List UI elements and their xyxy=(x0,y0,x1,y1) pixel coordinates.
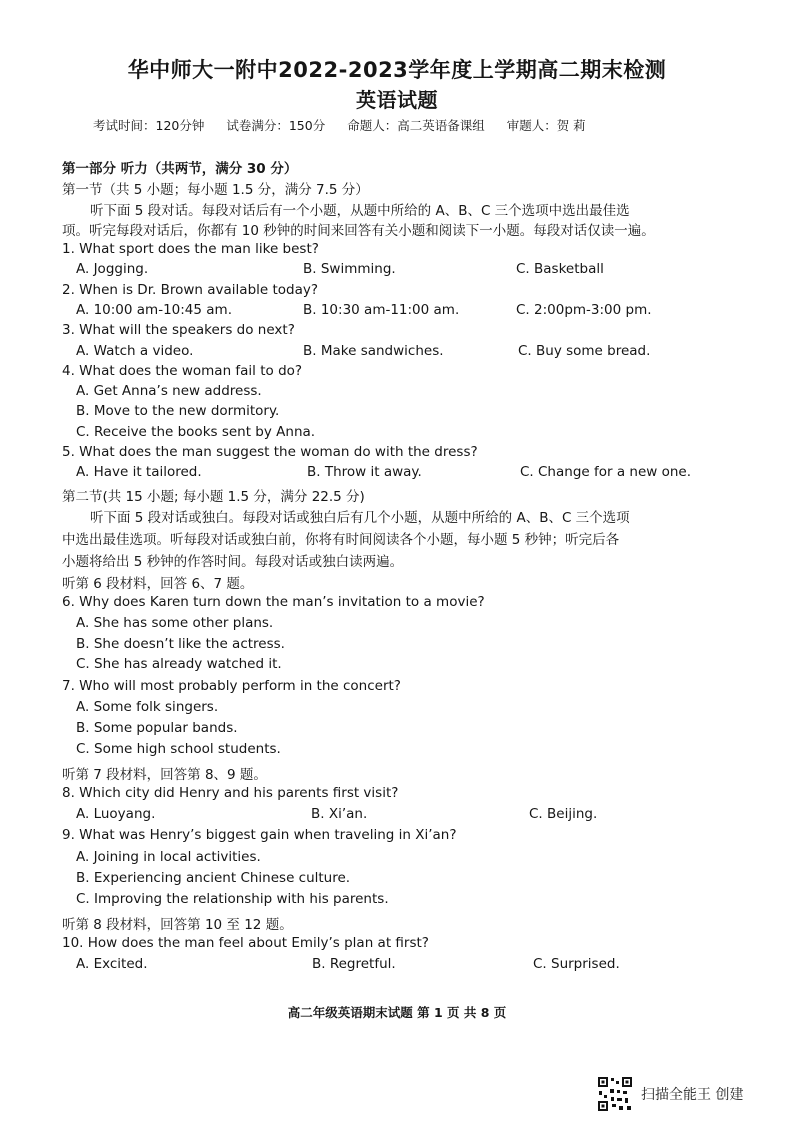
exam-score: 试卷满分：150分 xyxy=(226,118,326,133)
qr-code-icon xyxy=(597,1076,633,1112)
q4-option-c: C. Receive the books sent by Anna. xyxy=(76,424,316,440)
section1-instruction-1: 听下面 5 段对话。每段对话后有一个小题，从题中所给的 A、B、C 三个选项中选出最佳选 xyxy=(90,203,630,219)
section2-instruction-1: 听下面 5 段对话或独白。每段对话或独白后有几个小题，从题中所给的 A、B、C 三个选项 xyxy=(90,510,630,526)
question-6: 6. Why does Karen turn down the man’s invitation to a movie? xyxy=(62,594,485,610)
q6-option-b: B. She doesn’t like the actress. xyxy=(76,636,285,652)
q9-option-b: B. Experiencing ancient Chinese culture. xyxy=(76,870,351,886)
q7-option-b: B. Some popular bands. xyxy=(76,720,238,736)
q10-option-c: C. Surprised. xyxy=(533,956,620,972)
q5-option-c: C. Change for a new one. xyxy=(520,464,692,480)
q8-option-c: C. Beijing. xyxy=(529,806,598,822)
q8-option-a: A. Luoyang. xyxy=(76,806,156,822)
question-9: 9. What was Henry’s biggest gain when traveling in Xi’an? xyxy=(62,827,457,843)
q9-option-a: A. Joining in local activities. xyxy=(76,849,261,865)
q3-option-a: A. Watch a video. xyxy=(76,343,194,359)
q8-option-b: B. Xi’an. xyxy=(311,806,368,822)
q4-option-b: B. Move to the new dormitory. xyxy=(76,403,280,419)
q7-option-a: A. Some folk singers. xyxy=(76,699,219,715)
scanner-watermark: 扫描全能王 创建 xyxy=(641,1087,744,1103)
section1-heading: 第一节（共 5 小题；每小题 1.5 分，满分 7.5 分） xyxy=(62,182,369,198)
exam-meta xyxy=(93,116,604,134)
section2-instruction-3: 小题将给出 5 秒钟的作答时间。每段对话或独白读两遍。 xyxy=(62,554,404,570)
q1-option-a: A. Jogging. xyxy=(76,261,149,277)
q3-option-b: B. Make sandwiches. xyxy=(303,343,444,359)
page-title: 华中师大一附中2022-2023学年度上学期高二期末检测 xyxy=(127,58,667,82)
material-8-heading: 听第 8 段材料，回答第 10 至 12 题。 xyxy=(62,917,293,933)
q1-option-c: C. Basketball xyxy=(516,261,604,277)
material-7-heading: 听第 7 段材料，回答第 8、9 题。 xyxy=(62,767,267,783)
q2-option-b: B. 10:30 am-11:00 am. xyxy=(303,302,460,318)
section2-instruction-2: 中选出最佳选项。听每段对话或独白前，你将有时间阅读各个小题，每小题 5 秒钟；听完后各 xyxy=(62,532,620,548)
q6-option-c: C. She has already watched it. xyxy=(76,656,282,672)
q3-option-c: C. Buy some bread. xyxy=(518,343,651,359)
section2-heading: 第二节(共 15 小题; 每小题 1.5 分，满分 22.5 分) xyxy=(62,489,365,505)
material-6-heading: 听第 6 段材料，回答 6、7 题。 xyxy=(62,576,254,592)
q2-option-a: A. 10:00 am-10:45 am. xyxy=(76,302,232,318)
part1-heading: 第一部分 听力（共两节，满分 30 分） xyxy=(62,161,298,177)
question-4: 4. What does the woman fail to do? xyxy=(62,363,303,379)
exam-author: 命题人：高二英语备课组 xyxy=(347,118,485,133)
page-subtitle: 英语试题 xyxy=(356,88,438,112)
question-10: 10. How does the man feel about Emily’s plan at first? xyxy=(62,935,429,951)
exam-reviewer: 审题人：贺 莉 xyxy=(506,118,586,133)
section1-instruction-2: 项。听完每段对话后，你都有 10 秒钟的时间来回答有关小题和阅读下一小题。每段对话仅读一遍。 xyxy=(62,223,655,239)
q6-option-a: A. She has some other plans. xyxy=(76,615,274,631)
question-1: 1. What sport does the man like best? xyxy=(62,241,319,257)
q7-option-c: C. Some high school students. xyxy=(76,741,281,757)
exam-time: 考试时间：120分钟 xyxy=(93,118,205,133)
q5-option-b: B. Throw it away. xyxy=(307,464,422,480)
q2-option-c: C. 2:00pm-3:00 pm. xyxy=(516,302,652,318)
q1-option-b: B. Swimming. xyxy=(303,261,396,277)
q9-option-c: C. Improving the relationship with his parents. xyxy=(76,891,389,907)
q5-option-a: A. Have it tailored. xyxy=(76,464,202,480)
question-5: 5. What does the man suggest the woman do with the dress? xyxy=(62,444,478,460)
question-7: 7. Who will most probably perform in the concert? xyxy=(62,678,401,694)
q10-option-a: A. Excited. xyxy=(76,956,148,972)
question-2: 2. When is Dr. Brown available today? xyxy=(62,282,319,298)
page-footer: 高二年级英语期末试题 第 1 页 共 8 页 xyxy=(287,1005,507,1020)
question-3: 3. What will the speakers do next? xyxy=(62,322,295,338)
q10-option-b: B. Regretful. xyxy=(312,956,396,972)
q4-option-a: A. Get Anna’s new address. xyxy=(76,383,262,399)
question-8: 8. Which city did Henry and his parents first visit? xyxy=(62,785,399,801)
